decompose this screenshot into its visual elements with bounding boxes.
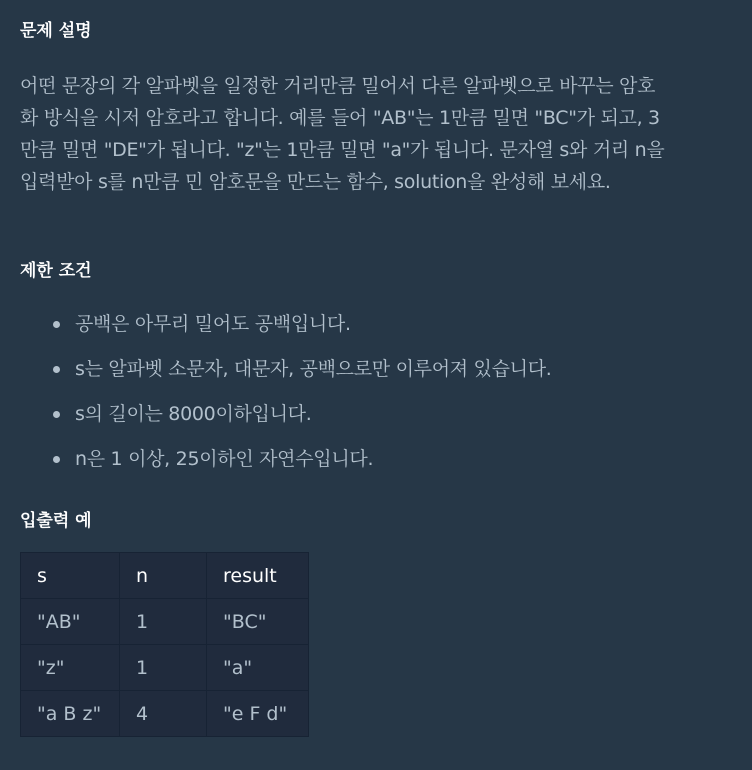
- constraint-text: s는 알파벳 소문자, 대문자, 공백으로만 이루어져 있습니다.: [75, 358, 552, 380]
- description-line: 어떤 문장의 각 알파벳을 일정한 거리만큼 밀어서 다른 알파벳으로 바꾸는 암호: [20, 75, 656, 97]
- cell-s: "z": [21, 645, 120, 691]
- constraint-text: n은 1 이상, 25이하인 자연수입니다.: [75, 448, 374, 470]
- cell-n: 1: [120, 599, 207, 645]
- description-line: 화 방식을 시저 암호라고 합니다. 예를 들어 "AB"는 1만큼 밀면 "BC"가 되고, 3: [20, 107, 660, 129]
- table-row: [21, 599, 309, 645]
- section-title-description: 문제 설명: [20, 21, 92, 41]
- section-title-examples: 입출력 예: [20, 511, 92, 531]
- list-item: [20, 437, 552, 482]
- examples-table: [20, 552, 309, 737]
- bullet-icon: [53, 411, 60, 418]
- section-title-constraints: 제한 조건: [20, 261, 92, 281]
- column-header-s: s: [21, 553, 120, 599]
- constraint-text: s의 길이는 8000이하입니다.: [75, 403, 312, 425]
- constraint-text: 공백은 아무리 밀어도 공백입니다.: [75, 313, 351, 335]
- cell-result: "a": [207, 645, 309, 691]
- bullet-icon: [53, 321, 60, 328]
- description-line: 만큼 밀면 "DE"가 됩니다. "z"는 1만큼 밀면 "a"가 됩니다. 문자열 s와 거리 n을: [20, 139, 665, 161]
- cell-result: "BC": [207, 599, 309, 645]
- bullet-icon: [53, 366, 60, 373]
- cell-result: "e F d": [207, 691, 309, 737]
- list-item: [20, 302, 552, 347]
- cell-n: 4: [120, 691, 207, 737]
- column-header-n: n: [120, 553, 207, 599]
- bullet-icon: [53, 456, 60, 463]
- column-header-result: result: [207, 553, 309, 599]
- problem-description: [20, 70, 725, 198]
- cell-n: 1: [120, 645, 207, 691]
- cell-s: "a B z": [21, 691, 120, 737]
- description-line: 입력받아 s를 n만큼 민 암호문을 만드는 함수, solution을 완성해 보세요.: [20, 171, 611, 193]
- cell-s: "AB": [21, 599, 120, 645]
- list-item: [20, 392, 552, 437]
- table-row: [21, 691, 309, 737]
- constraints-list: [20, 302, 552, 482]
- table-header-row: [21, 553, 309, 599]
- list-item: [20, 347, 552, 392]
- table-row: [21, 645, 309, 691]
